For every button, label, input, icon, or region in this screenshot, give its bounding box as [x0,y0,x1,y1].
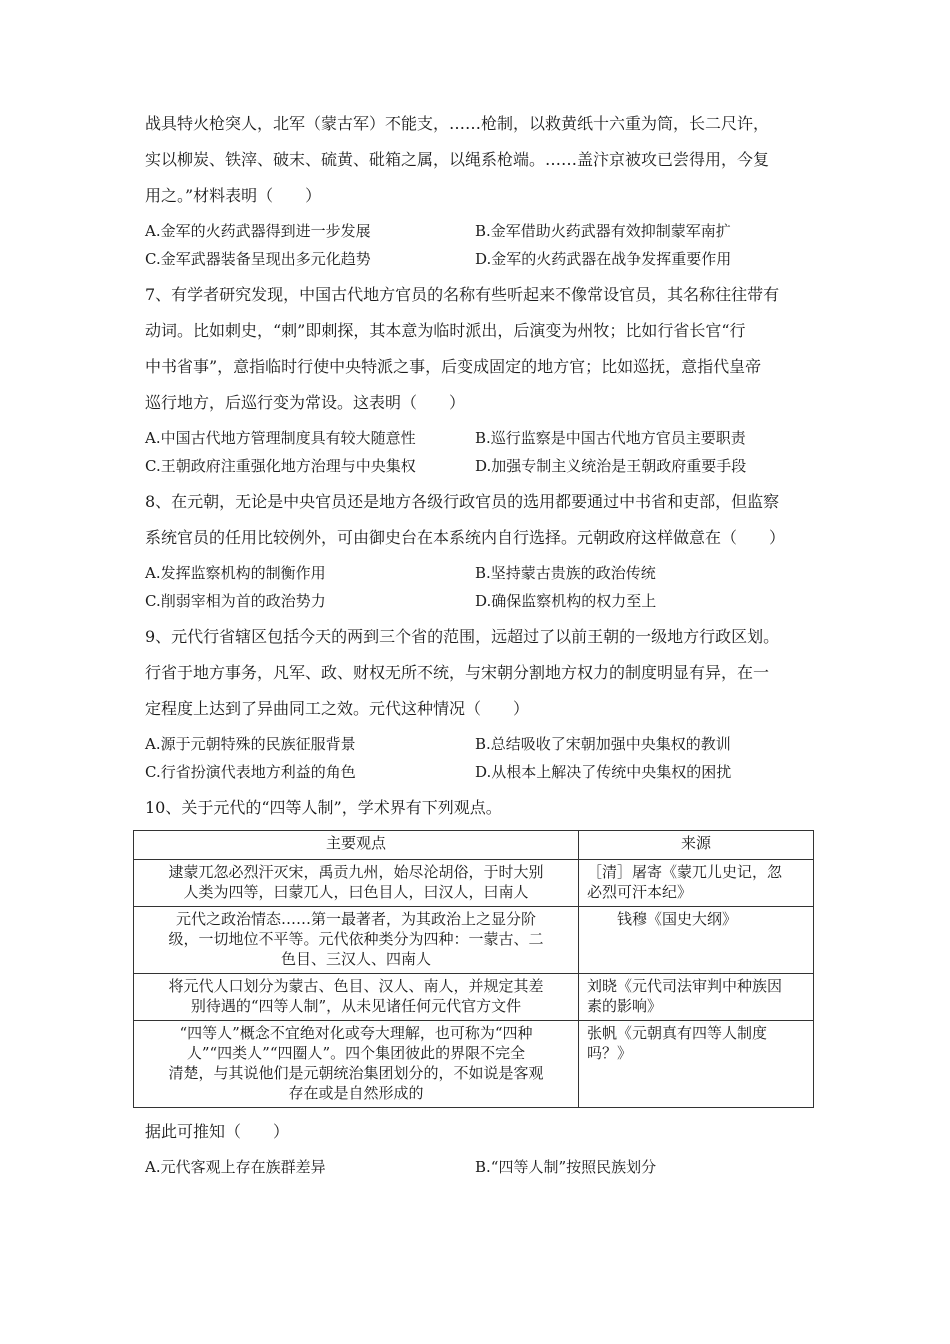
text-line: 行省于地方事务，凡军、政、财权无所不统，与宋朝分割地方权力的制度明显有异，在一 [145,663,770,682]
table-row [134,1021,814,1108]
cell-line: 别待遇的“四等人制”，从未见诸任何元代官方文件 [190,997,522,1015]
option-b[interactable]: B.金军借助火药武器有效抑制蒙军南扩 [475,222,731,240]
option-b[interactable]: B.巡行监察是中国古代地方官员主要职责 [475,429,746,447]
option-a[interactable]: A.源于元朝特殊的民族征服背景 [145,735,356,753]
question-6-stem-tail [145,106,810,214]
question-10-stem [145,790,810,826]
option-a[interactable]: A.发挥监察机构的制衡作用 [145,564,326,582]
source-cell [579,1021,814,1108]
header-main-view: 主要观点 [134,831,579,860]
cell-line: 刘晓《元代司法审判中种族因 [587,977,783,995]
cell-line: 张帆《元朝真有四等人制度 [587,1024,768,1042]
view-cell [134,860,579,907]
header-source: 来源 [579,831,814,860]
source-cell [579,860,814,907]
question-8-stem [145,484,810,556]
option-c[interactable]: C.王朝政府注重强化地方治理与中央集权 [145,457,416,475]
table-row [134,907,814,974]
text-line: 据此可推知（ ） [145,1122,290,1141]
cell-line: 色目、三汉人、四南人 [280,950,431,968]
option-a[interactable]: A.中国古代地方管理制度具有较大随意性 [145,429,416,447]
cell-line: 人”“四类人”“四圈人”。四个集团彼此的界限不完全 [186,1044,526,1062]
text-line: 用之。”材料表明（ ） [145,186,322,205]
cell-line: 素的影响》 [587,997,663,1015]
option-a[interactable]: A.金军的火药武器得到进一步发展 [145,222,371,240]
question-9-stem [145,619,810,727]
table-row [134,974,814,1021]
text-line: 战具特火枪突人，北军（蒙古军）不能支，……枪制，以救黄纸十六重为筒，长二尺许， [145,114,770,133]
view-cell [134,974,579,1021]
text-line: 9、元代行省辖区包括今天的两到三个省的范围，远超过了以前王朝的一级地方行政区划。 [145,627,780,646]
cell-line: 级，一切地位不平等。元代依种类分为四种：一蒙古、二 [168,930,544,948]
option-d[interactable]: D.从根本上解决了传统中央集权的困扰 [475,763,732,781]
cell-line: 人类为四等，曰蒙兀人，曰色目人，曰汉人，曰南人 [183,883,529,901]
question-10-options-row-1 [145,1157,810,1177]
option-d[interactable]: D.确保监察机构的权力至上 [475,592,657,610]
exam-page [145,106,810,1185]
question-8-options-row-1 [145,563,810,583]
table-header-row [134,831,814,860]
option-d[interactable]: D.金军的火药武器在战争发挥重要作用 [475,250,732,268]
cell-line: 清楚，与其说他们是元朝统治集团划分的，不如说是客观 [168,1064,544,1082]
option-c[interactable]: C.行省扮演代表地方利益的角色 [145,763,356,781]
text-line: 巡行地方，后巡行变为常设。这表明（ ） [145,393,466,412]
option-b[interactable]: B.“四等人制”按照民族划分 [475,1158,657,1176]
question-10-tail [145,1114,810,1150]
text-line: 实以柳炭、铁滓、破末、硫黄、砒箱之属，以绳系枪端。……盖汴京被攻已尝得用，今复 [145,150,770,169]
option-b[interactable]: B.总结吸收了宋朝加强中央集权的教训 [475,735,731,753]
cell-line: 吗？》 [587,1044,633,1062]
text-line: 中书省事”，意指临时行使中央特派之事，后变成固定的地方官；比如巡抚，意指代皇帝 [145,357,762,376]
viewpoints-table [133,830,814,1108]
option-c[interactable]: C.金军武器装备呈现出多元化趋势 [145,250,371,268]
question-8-options-row-2 [145,591,810,611]
cell-line: 钱穆《国史大纲》 [617,910,738,928]
cell-line: “四等人”概念不宜绝对化或夸大理解，也可称为“四种 [179,1024,533,1042]
text-line: 系统官员的任用比较例外，可由御史台在本系统内自行选择。元朝政府这样做意在（ ） [145,528,786,547]
question-7-options-row-2 [145,456,810,476]
text-line: 8、在元朝，无论是中央官员还是地方各级行政官员的选用都要通过中书省和吏部，但监察 [145,492,780,511]
text-line: 10、关于元代的“四等人制”，学术界有下列观点。 [145,798,502,817]
table-row [134,860,814,907]
source-cell [579,907,814,974]
cell-line: ［清］屠寄《蒙兀儿史记，忽 [587,863,783,881]
text-line: 定程度上达到了异曲同工之效。元代这种情况（ ） [145,699,530,718]
cell-line: 元代之政治情态……第一最著者，为其政治上之显分阶 [175,910,536,928]
cell-line: 存在或是自然形成的 [288,1084,424,1102]
option-b[interactable]: B.坚持蒙古贵族的政治传统 [475,564,656,582]
option-d[interactable]: D.加强专制主义统治是王朝政府重要手段 [475,457,747,475]
text-line: 动词。比如刺史，“刺”即刺探，其本意为临时派出，后演变为州牧；比如行省长官“行 [145,321,746,340]
question-9-options-row-2 [145,762,810,782]
question-7-stem [145,277,810,421]
option-a[interactable]: A.元代客观上存在族群差异 [145,1158,326,1176]
view-cell [134,907,579,974]
source-cell [579,974,814,1021]
view-cell [134,1021,579,1108]
cell-line: 将元代人口划分为蒙古、色目、汉人、南人，并规定其差 [168,977,544,995]
question-6-options-row-2 [145,249,810,269]
text-line: 7、有学者研究发现，中国古代地方官员的名称有些听起来不像常设官员，其名称往往带有 [145,285,780,304]
question-6-options-row-1 [145,221,810,241]
question-9-options-row-1 [145,734,810,754]
question-7-options-row-1 [145,428,810,448]
cell-line: 必烈可汗本纪》 [587,883,693,901]
option-c[interactable]: C.削弱宰相为首的政治势力 [145,592,326,610]
cell-line: 逮蒙兀忽必烈汗灭宋，禹贡九州，始尽沦胡俗，于时大别 [168,863,544,881]
